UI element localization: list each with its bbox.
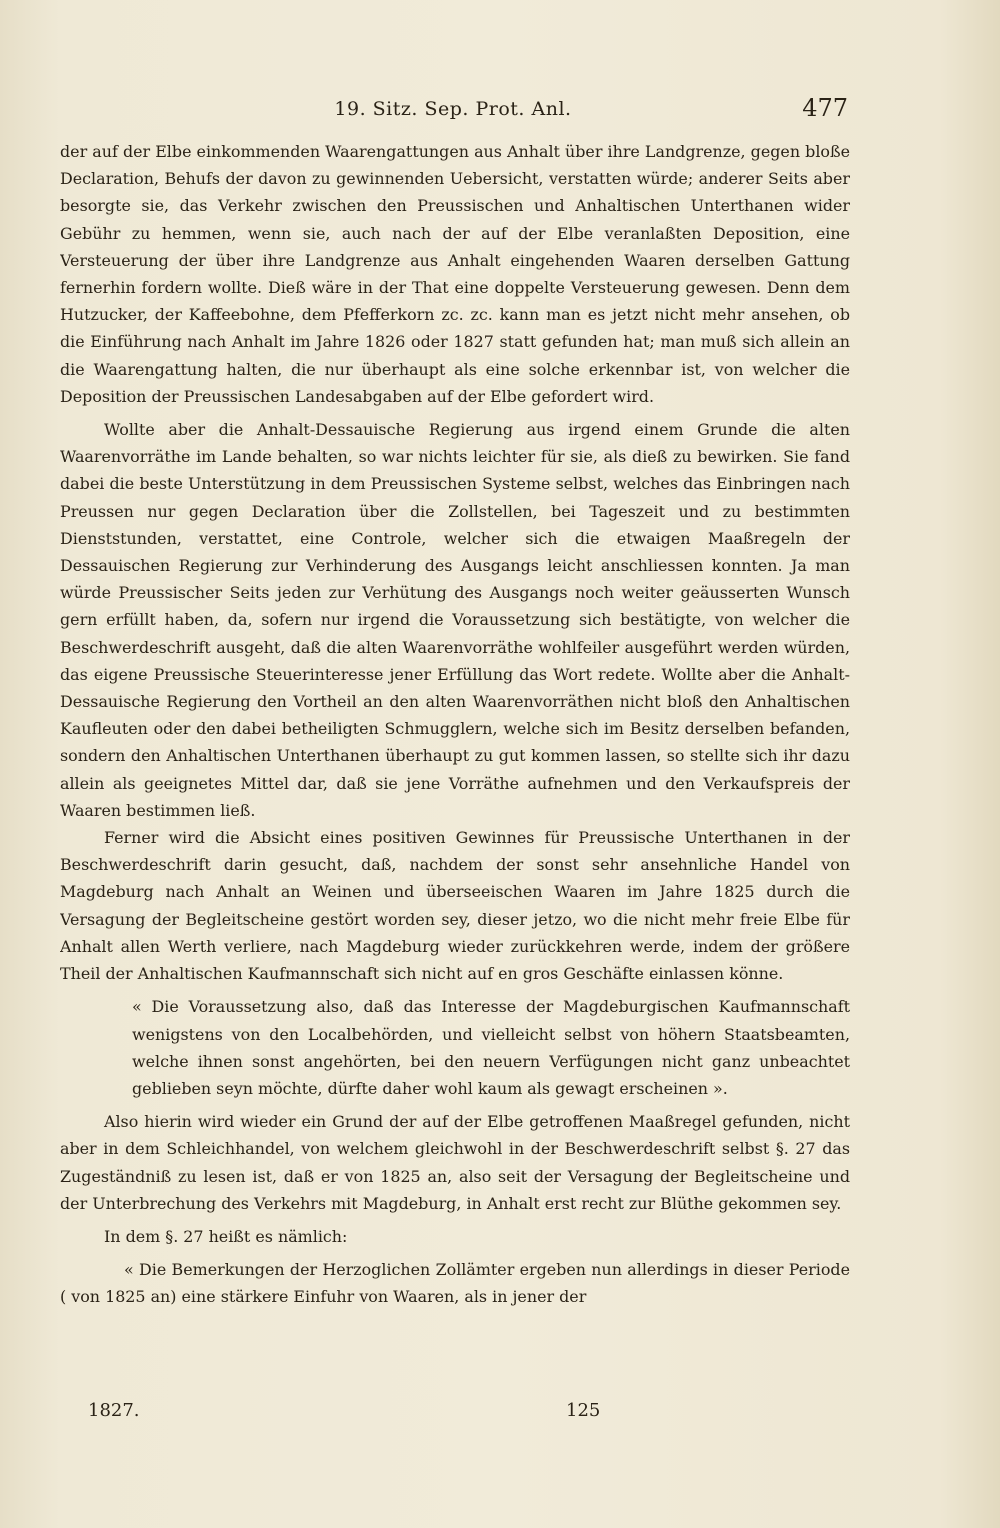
paragraph-5: In dem §. 27 heißt es nämlich:: [104, 1226, 348, 1246]
paragraph-3: Ferner wird die Absicht eines positiven Gewinnes für Preussische Unterthanen in der Beschwerdeschrift darin gesucht, daß, nachdem der sonst sehr ansehnliche Handel von Magdeburg nach Anhalt an Weinen und überseeischen Waaren im Jahre 1825 durch die Versagung der Begleitscheine gestört worden sey, dieser jetzo, wo die nicht mehr freie Elbe für Anhalt allen Werth verliere, nach Magdeburg wieder zurückkehren werde, indem der größere Theil der Anhaltischen Kaufmannschaft sich nicht auf en gros Geschäfte einlassen könne.: [60, 828, 850, 984]
running-title: 19. Sitz. Sep. Prot. Anl.: [334, 98, 572, 120]
page-footer: [88, 1400, 688, 1426]
page-header: [58, 94, 848, 128]
quote-2: « Die Bemerkungen der Herzoglichen Zollämter ergeben nun allerdings in dieser Periode ( von 1825 an) eine stärkere Einfuhr von Waaren, als in jener der: [60, 1260, 850, 1307]
paragraph-1: der auf der Elbe einkommenden Waarengattungen aus Anhalt über ihre Landgrenze, gegen bloße Declaration, Behufs der davon zu gewinnenden Uebersicht, verstatten würde; anderer Seits aber besorgte sie, das Verkehr zwischen den Preussischen und Anhaltischen Unterthanen wider Gebühr zu hemmen, wenn sie, auch nach der auf der Elbe veranlaßten Deposition, eine Versteuerung der über ihre Landgrenze aus Anhalt eingehenden Waaren derselben Gattung fernerhin fordern wollte. Dieß wäre in der That eine doppelte Versteuerung gewesen. Denn dem Hutzucker, der Kaffeebohne, dem Pfefferkorn zc. zc. kann man es jetzt nicht mehr ansehen, ob die Einführung nach Anhalt im Jahre 1826 oder 1827 statt gefunden hat; man muß sich allein an die Waarengattung halten, die nur überhaupt als eine solche erkennbar ist, von welcher die Deposition der Preussischen Landesabgaben auf der Elbe gefordert wird.: [60, 142, 850, 406]
signature-mark: 125: [566, 1400, 601, 1421]
paragraph-2: Wollte aber die Anhalt-Dessauische Regierung aus irgend einem Grunde die alten Waarenvorräthe im Lande behalten, so war nichts leichter für sie, als dieß zu bewirken. Sie fand dabei die beste Unterstützung in dem Preussischen Systeme selbst, welches das Einbringen nach Preussen nur gegen Declaration über die Zollstellen, bei Tageszeit und zu bestimmten Dienststunden, verstattet, eine Controle, welcher sich die etwaigen Maaßregeln der Dessauischen Regierung zur Verhinderung des Ausgangs leicht anschliessen konnten. Ja man würde Preussischer Seits jeden zur Verhütung des Ausgangs noch weiter geäusserten Wunsch gern erfüllt haben, da, sofern nur irgend die Voraussetzung sich bestätigte, von welcher die Beschwerdeschrift ausgeht, daß die alten Waarenvorräthe wohlfeiler ausgeführt werden würden, das eigene Preussische Steuerinteresse jener Erfüllung das Wort redete. Wollte aber die Anhalt-Dessauische Regierung den Vortheil an den alten Waarenvorräthen nicht bloß den Anhaltischen Kaufleuten oder den dabei betheiligten Schmugglern, welche sich im Besitz derselben befanden, sondern den Anhaltischen Unterthanen überhaupt zu gut kommen lassen, so stellte sich ihr dazu allein als geeignetes Mittel dar, daß sie jene Vorräthe aufnehmen und den Verkaufspreis der Waaren bestimmen ließ.: [60, 420, 850, 820]
footer-year: 1827.: [88, 1400, 140, 1421]
quote-1: « Die Voraussetzung also, daß das Interesse der Magdeburgischen Kaufmannschaft wenigstens von den Localbehörden, und vielleicht selbst von höhern Staatsbeamten, welche ihnen sonst angehörten, bei den neuern Verfügungen nicht ganz unbeachtet geblieben seyn möchte, dürfte daher wohl kaum als gewagt erscheinen ».: [132, 997, 850, 1098]
page-number: 477: [802, 94, 848, 122]
body-text: [60, 138, 850, 1394]
paragraph-4: Also hierin wird wieder ein Grund der auf der Elbe getroffenen Maaßregel gefunden, nicht aber in dem Schleichhandel, von welchem gleichwohl in der Beschwerdeschrift selbst §. 27 das Zugeständniß zu lesen ist, daß er von 1825 an, also seit der Versagung der Begleitscheine und der Unterbrechung des Verkehrs mit Magdeburg, in Anhalt erst recht zur Blüthe gekommen sey.: [60, 1112, 850, 1213]
